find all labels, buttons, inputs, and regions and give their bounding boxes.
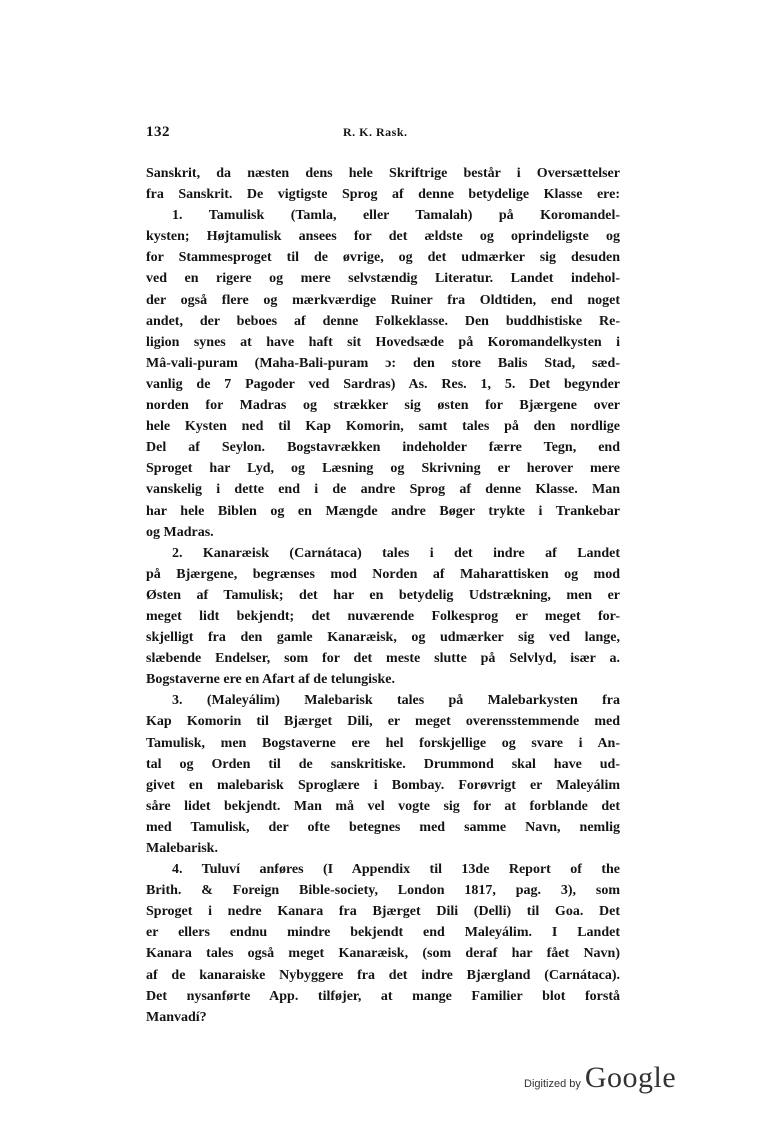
text-line: Manvadí?: [146, 1009, 207, 1025]
text-line: Malebarisk.: [146, 841, 218, 856]
text-line: 2. Kanaræisk (Carnátaca) tales i det indre af Landet: [172, 545, 620, 561]
text-line: kysten; Højtamulisk ansees for det ældste og oprindeligste og: [146, 229, 620, 245]
text-line: hele Kysten ned til Kap Komorin, samt tales på den nordlige: [146, 419, 620, 435]
text-line: Mâ-vali-puram (Maha-Bali-puram ɔ: den store Balis Stad, sæd-: [146, 355, 620, 371]
text-line: vanlig de 7 Pagoder ved Sardras) As. Res. 1, 5. Det begynder: [146, 376, 620, 392]
text-line: med Tamulisk, der ofte betegnes med samme Navn, nemlig: [146, 819, 620, 835]
text-line: såre lidet bekjendt. Man må vel vogte sig for at forblande det: [146, 798, 620, 814]
text-line: af de kanaraiske Nybyggere fra det indre Bjærgland (Carnátaca).: [146, 967, 620, 983]
text-line: Sanskrit, da næsten dens hele Skriftrige består i Oversættelser: [146, 166, 620, 181]
text-line: Østen af Tamulisk; det har en betydelig Udstrækning, men er: [146, 587, 620, 603]
text-line: Tamulisk, men Bogstaverne ere hel forskjellige og svare i An-: [146, 735, 620, 751]
body-text: [146, 163, 620, 1028]
text-line: vanskelig i dette end i de andre Sprog af denne Klasse. Man: [146, 482, 620, 498]
text-line: Sproget har Lyd, og Læsning og Skrivning er herover mere: [146, 461, 620, 477]
text-line: Kap Komorin til Bjærget Dili, er meget overensstemmende med: [146, 714, 620, 730]
text-line: for Stammesproget til de øvrige, og det udmærker sig desuden: [146, 250, 620, 266]
text-line: 1. Tamulisk (Tamla, eller Tamalah) på Koromandel-: [172, 208, 620, 224]
text-line: er ellers endnu mindre bekjendt end Maleyálim. I Landet: [146, 925, 620, 941]
text-line: Del af Seylon. Bogstavrækken indeholder færre Tegn, end: [146, 440, 620, 456]
text-line: Bogstaverne ere en Afart af de telungiske.: [146, 672, 395, 688]
text-line: ved en rigere og mere selvstændig Literatur. Landet indehol-: [146, 271, 620, 287]
page-number: 132: [146, 124, 170, 140]
text-line: Sproget i nedre Kanara fra Bjærget Dili (Delli) til Goa. Det: [146, 904, 620, 920]
digitized-label: Digitized by: [524, 1078, 581, 1090]
text-line: og Madras.: [146, 524, 214, 540]
text-line: norden for Madras og strækker sig østen for Bjærgene over: [146, 398, 620, 414]
text-line: har hele Biblen og en Mængde andre Bøger trykte i Trankebar: [146, 503, 620, 519]
text-line: 3. (Maleyálim) Malebarisk tales på Malebarkysten fra: [172, 693, 620, 709]
text-line: meget lidt bekjendt; det nuværende Folkesprog er meget for-: [146, 608, 620, 624]
text-line: 4. Tuluví anføres (I Appendix til 13de Report of the: [172, 862, 620, 878]
text-line: ligion synes at have haft sit Hovedsæde på Koromandelkysten i: [146, 334, 620, 350]
text-line: tal og Orden til de sanskritiske. Drummond skal have ud-: [146, 756, 620, 772]
text-line: andet, der beboes af denne Folkeklasse. Den buddhistiske Re-: [146, 313, 620, 329]
text-line: fra Sanskrit. De vigtigste Sprog af denne betydelige Klasse ere:: [146, 187, 620, 203]
google-logo: Google: [584, 1061, 677, 1094]
digitized-by-watermark: [524, 1061, 676, 1095]
running-head: R. K. Rask.: [343, 125, 408, 139]
text-line: givet en malebarisk Sproglære i Bombay. Forøvrigt er Maleyálim: [146, 777, 620, 793]
text-line: på Bjærgene, begrænses mod Norden af Maharattisken og mod: [146, 566, 620, 582]
text-line: Det nysanførte App. tilføjer, at mange Familier blot forstå: [146, 988, 620, 1004]
text-line: Brith. & Foreign Bible-society, London 1817, pag. 3), som: [146, 883, 620, 899]
text-line: slæbende Endelser, som for det meste slutte på Selvlyd, især a.: [146, 651, 620, 667]
text-line: der også flere og mærkværdige Ruiner fra Oldtiden, end noget: [146, 292, 620, 308]
text-line: Kanara tales også meget Kanaræisk, (som deraf har fået Navn): [146, 946, 620, 962]
text-line: skjelligt fra den gamle Kanaræisk, og udmærker sig ved lange,: [146, 630, 620, 646]
